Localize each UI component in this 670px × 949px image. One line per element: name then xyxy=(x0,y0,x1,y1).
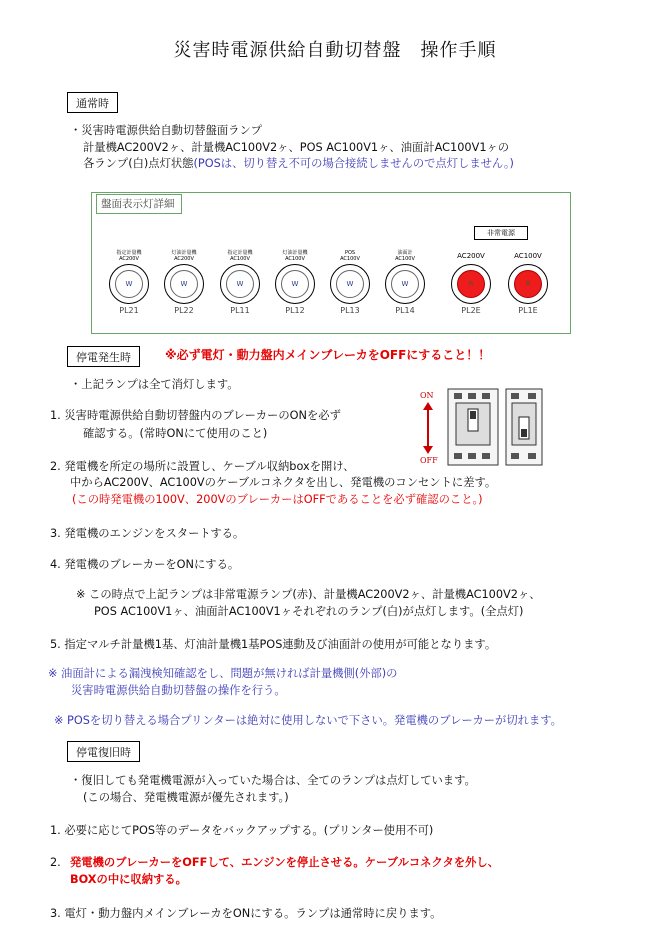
lamp-name: POS AC100V xyxy=(340,250,360,262)
lamp-id: PL22 xyxy=(174,306,194,315)
leak-check-2: 災害時電源供給自動切替盤の操作を行う。 xyxy=(71,684,286,697)
lamp-pl12 xyxy=(272,245,318,331)
lamp-id: PL1E xyxy=(518,306,538,315)
breaker-off-label: OFF xyxy=(420,456,438,465)
leak-check-1: ※ 油面計による漏洩検知確認をし、問題が無ければ計量機側(外部)の xyxy=(48,667,398,680)
lamp-name: 指定計量機 AC200V xyxy=(116,250,142,262)
lamp-id: PL11 xyxy=(230,306,250,315)
panel-label: 盤面表示灯詳細 xyxy=(96,194,182,214)
outage-intro: ・上記ランプは全て消灯します。 xyxy=(70,378,239,391)
lamp-id: PL21 xyxy=(119,306,139,315)
on-off-arrow-icon xyxy=(418,402,438,454)
outage-step-5: 5. 指定マルチ計量機1基、灯油計量機1基POS連動及び油面計の使用が可能となります。 xyxy=(50,638,497,651)
lamp-glyph: R xyxy=(514,270,542,298)
restore-step-2a: 発電機のブレーカーをOFFして、エンジンを停止させる。ケーブルコネクタを外し、 xyxy=(70,856,500,869)
normal-line-3 xyxy=(83,155,514,172)
outage-step-4: 4. 発電機のブレーカーをONにする。 xyxy=(50,558,240,571)
lamp-circle xyxy=(330,264,370,304)
breaker-illustration xyxy=(446,387,546,469)
outage-step-1b: 確認する。(常時ONにて使用のこと) xyxy=(83,427,268,440)
lamp-name: 油面計 AC100V xyxy=(395,250,415,262)
lamp-glyph: W xyxy=(336,270,364,298)
lamp-name: AC200V xyxy=(457,252,485,260)
lamp-circle xyxy=(508,264,548,304)
outage-note-1: ※ この時点で上記ランプは非常電源ランプ(赤)、計量機AC200V2ヶ、計量機AC100V2ヶ、 xyxy=(76,588,541,601)
lamp-id: PL13 xyxy=(340,306,360,315)
lamp-id: PL14 xyxy=(395,306,415,315)
lamp-glyph: W xyxy=(391,270,419,298)
section-label-normal: 通常時 xyxy=(67,92,118,113)
lamp-circle xyxy=(220,264,260,304)
lamp-circle xyxy=(275,264,315,304)
normal-note: (POSは、切り替え不可の場合接続しませんので点灯しません。) xyxy=(193,157,514,170)
outage-step-2a: 2. 発電機を所定の場所に設置し、ケーブル収納boxを開け、 xyxy=(50,460,355,473)
emergency-power-label: 非常電源 xyxy=(474,226,528,240)
lamp-glyph: W xyxy=(226,270,254,298)
lamp-glyph: R xyxy=(457,270,485,298)
lamp-name: AC100V xyxy=(514,252,542,260)
restore-intro-1: ・復旧しても発電機電源が入っていた場合は、全てのランプは点灯しています。 xyxy=(70,774,476,787)
lamp-circle xyxy=(164,264,204,304)
lamp-pl21 xyxy=(106,245,152,331)
lamp-pl22 xyxy=(161,245,207,331)
lamp-glyph: W xyxy=(281,270,309,298)
outage-step-1a: 1. 災害時電源供給自動切替盤内のブレーカーのONを必ず xyxy=(50,409,341,422)
outage-step-2b: 中からAC200V、AC100Vのケーブルコネクタを出し、発電機のコンセントに差す。 xyxy=(70,476,497,489)
outage-step-3: 3. 発電機のエンジンをスタートする。 xyxy=(50,527,245,540)
lamp-id: PL2E xyxy=(461,306,481,315)
lamp-glyph: W xyxy=(170,270,198,298)
lamp-name: 灯油計量機 AC100V xyxy=(282,250,308,262)
restore-step-1: 1. 必要に応じてPOS等のデータをバックアップする。(プリンター使用不可) xyxy=(50,824,434,837)
lamp-glyph: W xyxy=(115,270,143,298)
restore-step-2-num: 2. xyxy=(50,856,61,869)
restore-step-3: 3. 電灯・動力盤内メインブレーカをONにする。ランプは通常時に戻ります。 xyxy=(50,907,442,920)
lamp-name: 指定計量機 AC100V xyxy=(227,250,253,262)
lamp-circle xyxy=(109,264,149,304)
section-label-outage: 停電発生時 xyxy=(67,346,140,367)
lamp-id: PL12 xyxy=(285,306,305,315)
lamp-circle xyxy=(451,264,491,304)
page-title: 災害時電源供給自動切替盤 操作手順 xyxy=(173,40,497,61)
normal-line-3-text: 各ランプ(白)点灯状態 xyxy=(83,157,194,170)
lamp-circle xyxy=(385,264,425,304)
emergency-lamp-pl1e xyxy=(505,245,551,331)
outage-step-2-note: (この時発電機の100V、200VのブレーカーはOFFであることを必ず確認のこと。) xyxy=(72,493,483,506)
lamp-pl13 xyxy=(327,245,373,331)
section-label-restore: 停電復旧時 xyxy=(67,741,140,762)
normal-line-2: 計量機AC200V2ヶ、計量機AC100V2ヶ、POS AC100V1ヶ、油面計AC100V1ヶの xyxy=(83,141,510,154)
outage-warning: ※必ず電灯・動力盤内メインブレーカをOFFにすること！！ xyxy=(165,348,491,362)
outage-note-2: POS AC100V1ヶ、油面計AC100V1ヶそれぞれのランプ(白)が点灯します。(全点灯) xyxy=(94,605,524,618)
lamp-pl11 xyxy=(217,245,263,331)
restore-intro-2: (この場合、発電機電源が優先されます。) xyxy=(83,791,289,804)
restore-step-2b: BOXの中に収納する。 xyxy=(70,873,187,886)
emergency-lamp-pl2e xyxy=(448,245,494,331)
breaker-on-label: ON xyxy=(420,391,434,400)
lamp-pl14 xyxy=(382,245,428,331)
lamp-name: 灯油計量機 AC200V xyxy=(171,250,197,262)
normal-line-1: ・災害時電源供給自動切替盤面ランプ xyxy=(70,124,263,137)
pos-warning: ※ POSを切り替える場合プリンターは絶対に使用しないで下さい。発電機のブレーカーが切れます。 xyxy=(54,714,562,727)
